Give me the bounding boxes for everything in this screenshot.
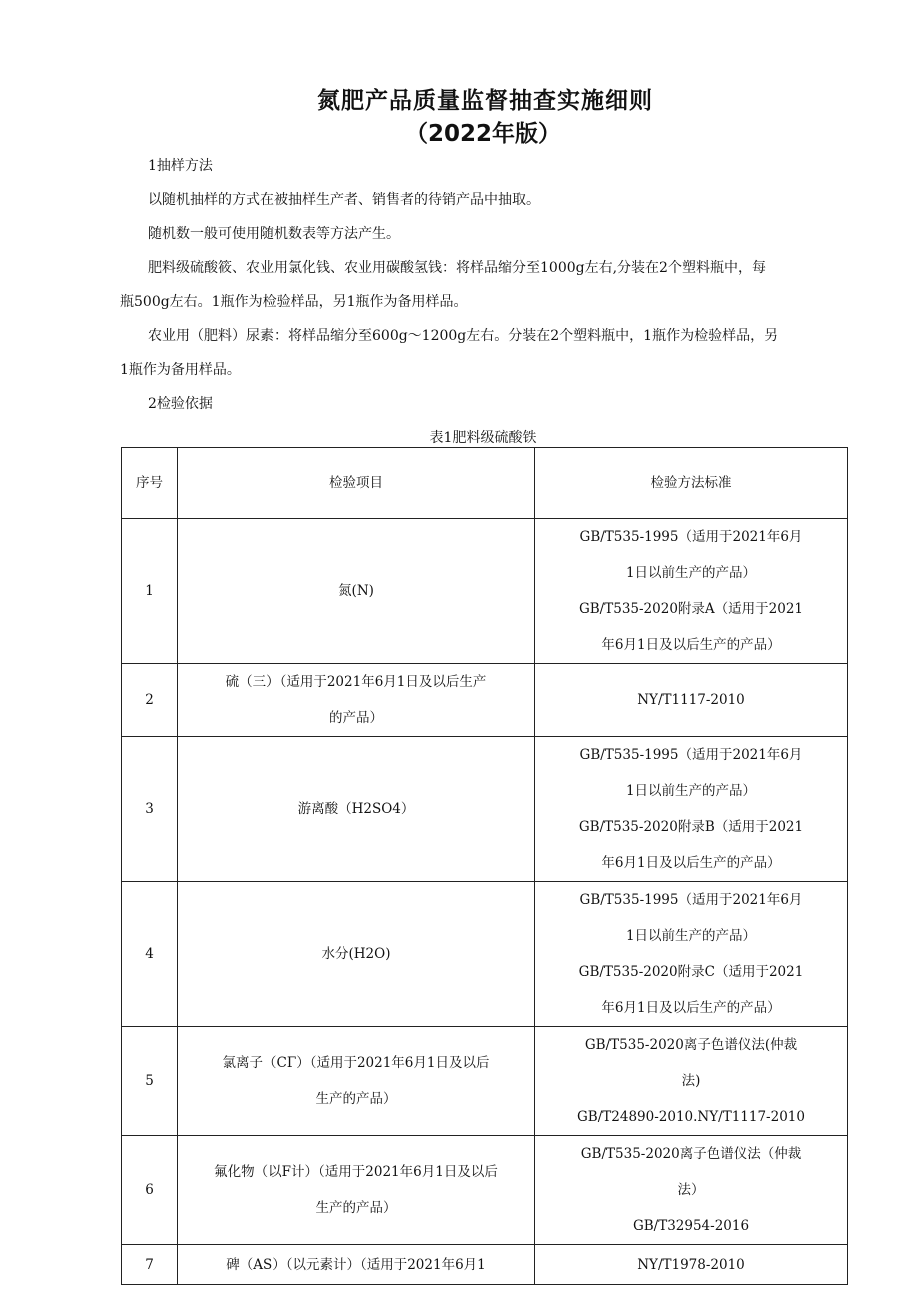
- row-method: [535, 882, 848, 1027]
- paragraph-ammonium-line2: 瓶500g左右。1瓶作为检验样品，另1瓶作为备用样品。: [120, 294, 468, 310]
- row-serial: 6: [122, 1136, 178, 1245]
- inspection-table: [121, 447, 848, 1285]
- row-method: [535, 1136, 848, 1245]
- method-line: GB/T535-1995（适用于2021年6月: [579, 892, 803, 908]
- row-item: 氮(N): [178, 519, 535, 664]
- section-heading-basis: 2检验依据: [148, 396, 213, 412]
- table-caption: 表1肥料级硫酸铁: [429, 430, 537, 446]
- method-line: GB/T535-1995（适用于2021年6月: [579, 747, 803, 763]
- method-line: GB/T535-2020离子色谱仪法（仲裁: [580, 1146, 802, 1162]
- method-line: GB/T535-2020附录C（适用于2021: [578, 964, 804, 980]
- row-serial: 4: [122, 882, 178, 1027]
- paragraph-ammonium-line1: 肥料级硫酸筱、农业用氯化钱、农业用碳酸氢钱：将样品缩分至1000g左右,分装在2个塑料瓶中，每: [148, 260, 766, 276]
- paragraph-random-number: 随机数一般可使用随机数表等方法产生。: [148, 226, 400, 242]
- table-header-row: [122, 448, 848, 519]
- method-line: GB/T32954-2016: [632, 1218, 750, 1234]
- paragraph-urea-line1: 农业用（肥料）尿素：将样品缩分至600g～1200g左右。分装在2个塑料瓶中，1瓶作为检验样品，另: [148, 328, 779, 344]
- paragraph-sampling-method: 以随机抽样的方式在被抽样生产者、销售者的待销产品中抽取。: [148, 192, 540, 208]
- row-serial: 3: [122, 737, 178, 882]
- header-method: 检验方法标准: [535, 448, 848, 519]
- table-row: [122, 882, 848, 1027]
- table-row: [122, 1245, 848, 1285]
- method-line: 年6月1日及以后生产的产品）: [601, 1000, 781, 1016]
- method-line: 1日以前生产的产品）: [625, 565, 757, 581]
- row-method: [535, 1027, 848, 1136]
- row-serial: 1: [122, 519, 178, 664]
- row-item: [178, 1027, 535, 1136]
- method-line: 年6月1日及以后生产的产品）: [601, 855, 781, 871]
- method-line: GB/T535-2020附录B（适用于2021: [578, 819, 804, 835]
- table-row: [122, 519, 848, 664]
- table-row: [122, 737, 848, 882]
- paragraph-urea-line2: 1瓶作为备用样品。: [120, 362, 241, 378]
- table-row: [122, 664, 848, 737]
- row-method: NY/T1978-2010: [535, 1245, 848, 1285]
- row-item: [178, 1136, 535, 1245]
- method-line: 1日以前生产的产品）: [625, 783, 757, 799]
- row-serial: 5: [122, 1027, 178, 1136]
- row-method: [535, 519, 848, 664]
- row-item: 水分(H2O): [178, 882, 535, 1027]
- document-title: 氮肥产品质量监督抽查实施细则: [317, 88, 653, 114]
- method-line: 1日以前生产的产品）: [625, 928, 757, 944]
- row-item: 碑（AS）（以元素计）（适用于2021年6月1: [178, 1245, 535, 1285]
- method-line: 年6月1日及以后生产的产品）: [601, 637, 781, 653]
- item-line: 硫（三）（适用于2021年6月1日及以后生产: [225, 674, 487, 690]
- method-line: 法): [681, 1073, 701, 1089]
- method-line: GB/T24890-2010.NY/T1117-2010: [577, 1109, 805, 1125]
- header-item: 检验项目: [178, 448, 535, 519]
- row-method: NY/T1117-2010: [535, 664, 848, 737]
- item-line: 生产的产品）: [315, 1091, 397, 1107]
- item-line: 生产的产品）: [315, 1200, 397, 1216]
- document-subtitle: （2022年版）: [404, 121, 561, 147]
- method-line: GB/T535-2020离子色谱仪法(仲裁: [584, 1037, 798, 1053]
- item-line: 氯离子（CΓ）（适用于2021年6月1日及以后: [222, 1055, 490, 1071]
- row-item: [178, 664, 535, 737]
- row-item: 游离酸（H2SO4）: [178, 737, 535, 882]
- row-serial: 2: [122, 664, 178, 737]
- method-line: GB/T535-1995（适用于2021年6月: [579, 529, 803, 545]
- section-heading-sampling: 1抽样方法: [148, 158, 213, 174]
- header-serial: 序号: [122, 448, 178, 519]
- item-line: 氟化物（以F计）（适用于2021年6月1日及以后: [214, 1164, 498, 1180]
- table-row: [122, 1027, 848, 1136]
- method-line: 法）: [677, 1182, 705, 1198]
- method-line: GB/T535-2020附录A（适用于2021: [578, 601, 804, 617]
- item-line: 的产品）: [329, 710, 383, 726]
- table-row: [122, 1136, 848, 1245]
- row-serial: 7: [122, 1245, 178, 1285]
- row-method: [535, 737, 848, 882]
